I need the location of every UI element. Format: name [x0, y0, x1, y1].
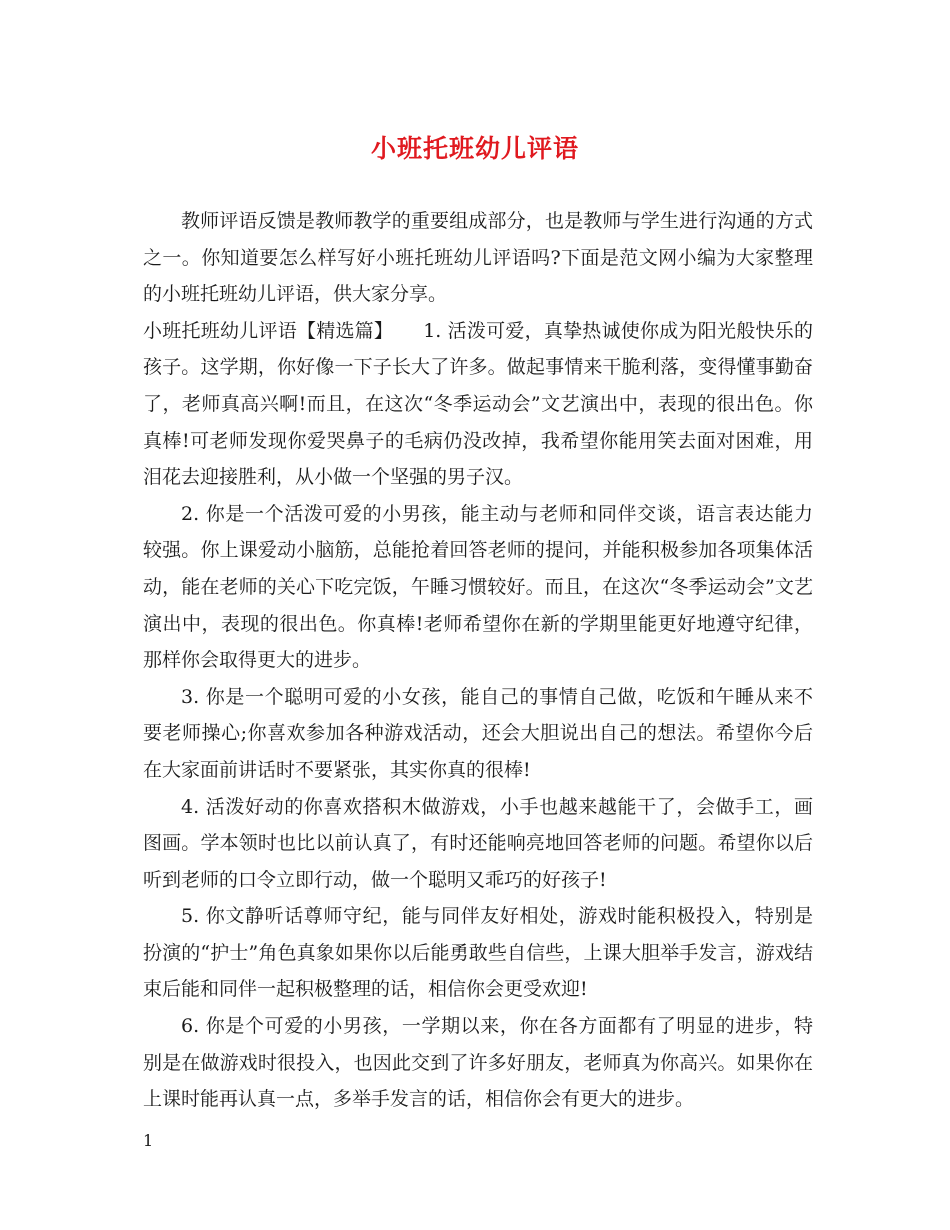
section-paragraph-1 — [143, 313, 813, 496]
item-4-paragraph: 4. 活泼好动的你喜欢搭积木做游戏，小手也越来越能干了，会做手工，画图画。学本领时也比以前认真了，有时还能响亮地回答老师的问题。希望你以后听到老师的口令立即行动，做一个聪明又乖巧的好孩子! — [143, 795, 813, 891]
page-number: 1 — [143, 1131, 154, 1150]
item-6-paragraph: 6. 你是个可爱的小男孩，一学期以来，你在各方面都有了明显的进步，特别是在做游戏时很投入，也因此交到了许多好朋友，老师真为你高兴。如果你在上课时能再认真一点，多举手发言的话，相信你会有更大的进步。 — [143, 1015, 813, 1111]
section-heading: 小班托班幼儿评语【精选篇】 — [143, 319, 394, 342]
intro-paragraph: 教师评语反馈是教师教学的重要组成部分，也是教师与学生进行沟通的方式之一。你知道要怎么样写好小班托班幼儿评语吗?下面是范文网小编为大家整理的小班托班幼儿评语，供大家分享。 — [143, 210, 813, 306]
document-body — [143, 203, 813, 1118]
item-5-paragraph: 5. 你文静听话尊师守纪，能与同伴友好相处，游戏时能积极投入，特别是扮演的“护士”角色真象如果你以后能勇敢些自信些，上课大胆举手发言，游戏结束后能和同伴一起积极整理的话，相信你会更受欢迎! — [143, 905, 813, 1001]
item-3-paragraph: 3. 你是一个聪明可爱的小女孩，能自己的事情自己做，吃饭和午睡从来不要老师操心;你喜欢参加各种游戏活动，还会大胆说出自己的想法。希望你今后在大家面前讲话时不要紧张，其实你真的很棒! — [143, 685, 813, 781]
item-2-paragraph: 2. 你是一个活泼可爱的小男孩，能主动与老师和同伴交谈，语言表达能力较强。你上课爱动小脑筋，总能抢着回答老师的提问，并能积极参加各项集体活动，能在老师的关心下吃完饭，午睡习惯较好。而且，在这次“冬季运动会”文艺演出中，表现的很出色。你真棒!老师希望你在新的学期里能更好地遵守纪律，那样你会取得更大的进步。 — [143, 502, 813, 672]
item-1-text: 1. 活泼可爱，真挚热诚使你成为阳光般快乐的孩子。这学期，你好像一下子长大了许多。做起事情来干脆利落，变得懂事勤奋了，老师真高兴啊!而且，在这次“冬季运动会”文艺演出中，表现的很出色。你真棒!可老师发现你爱哭鼻子的毛病仍没改掉，我希望你能用笑去面对困难，用泪花去迎接胜利，从小做一个坚强的男子汉。 — [143, 319, 813, 489]
document-title: 小班托班幼儿评语 — [370, 134, 579, 163]
